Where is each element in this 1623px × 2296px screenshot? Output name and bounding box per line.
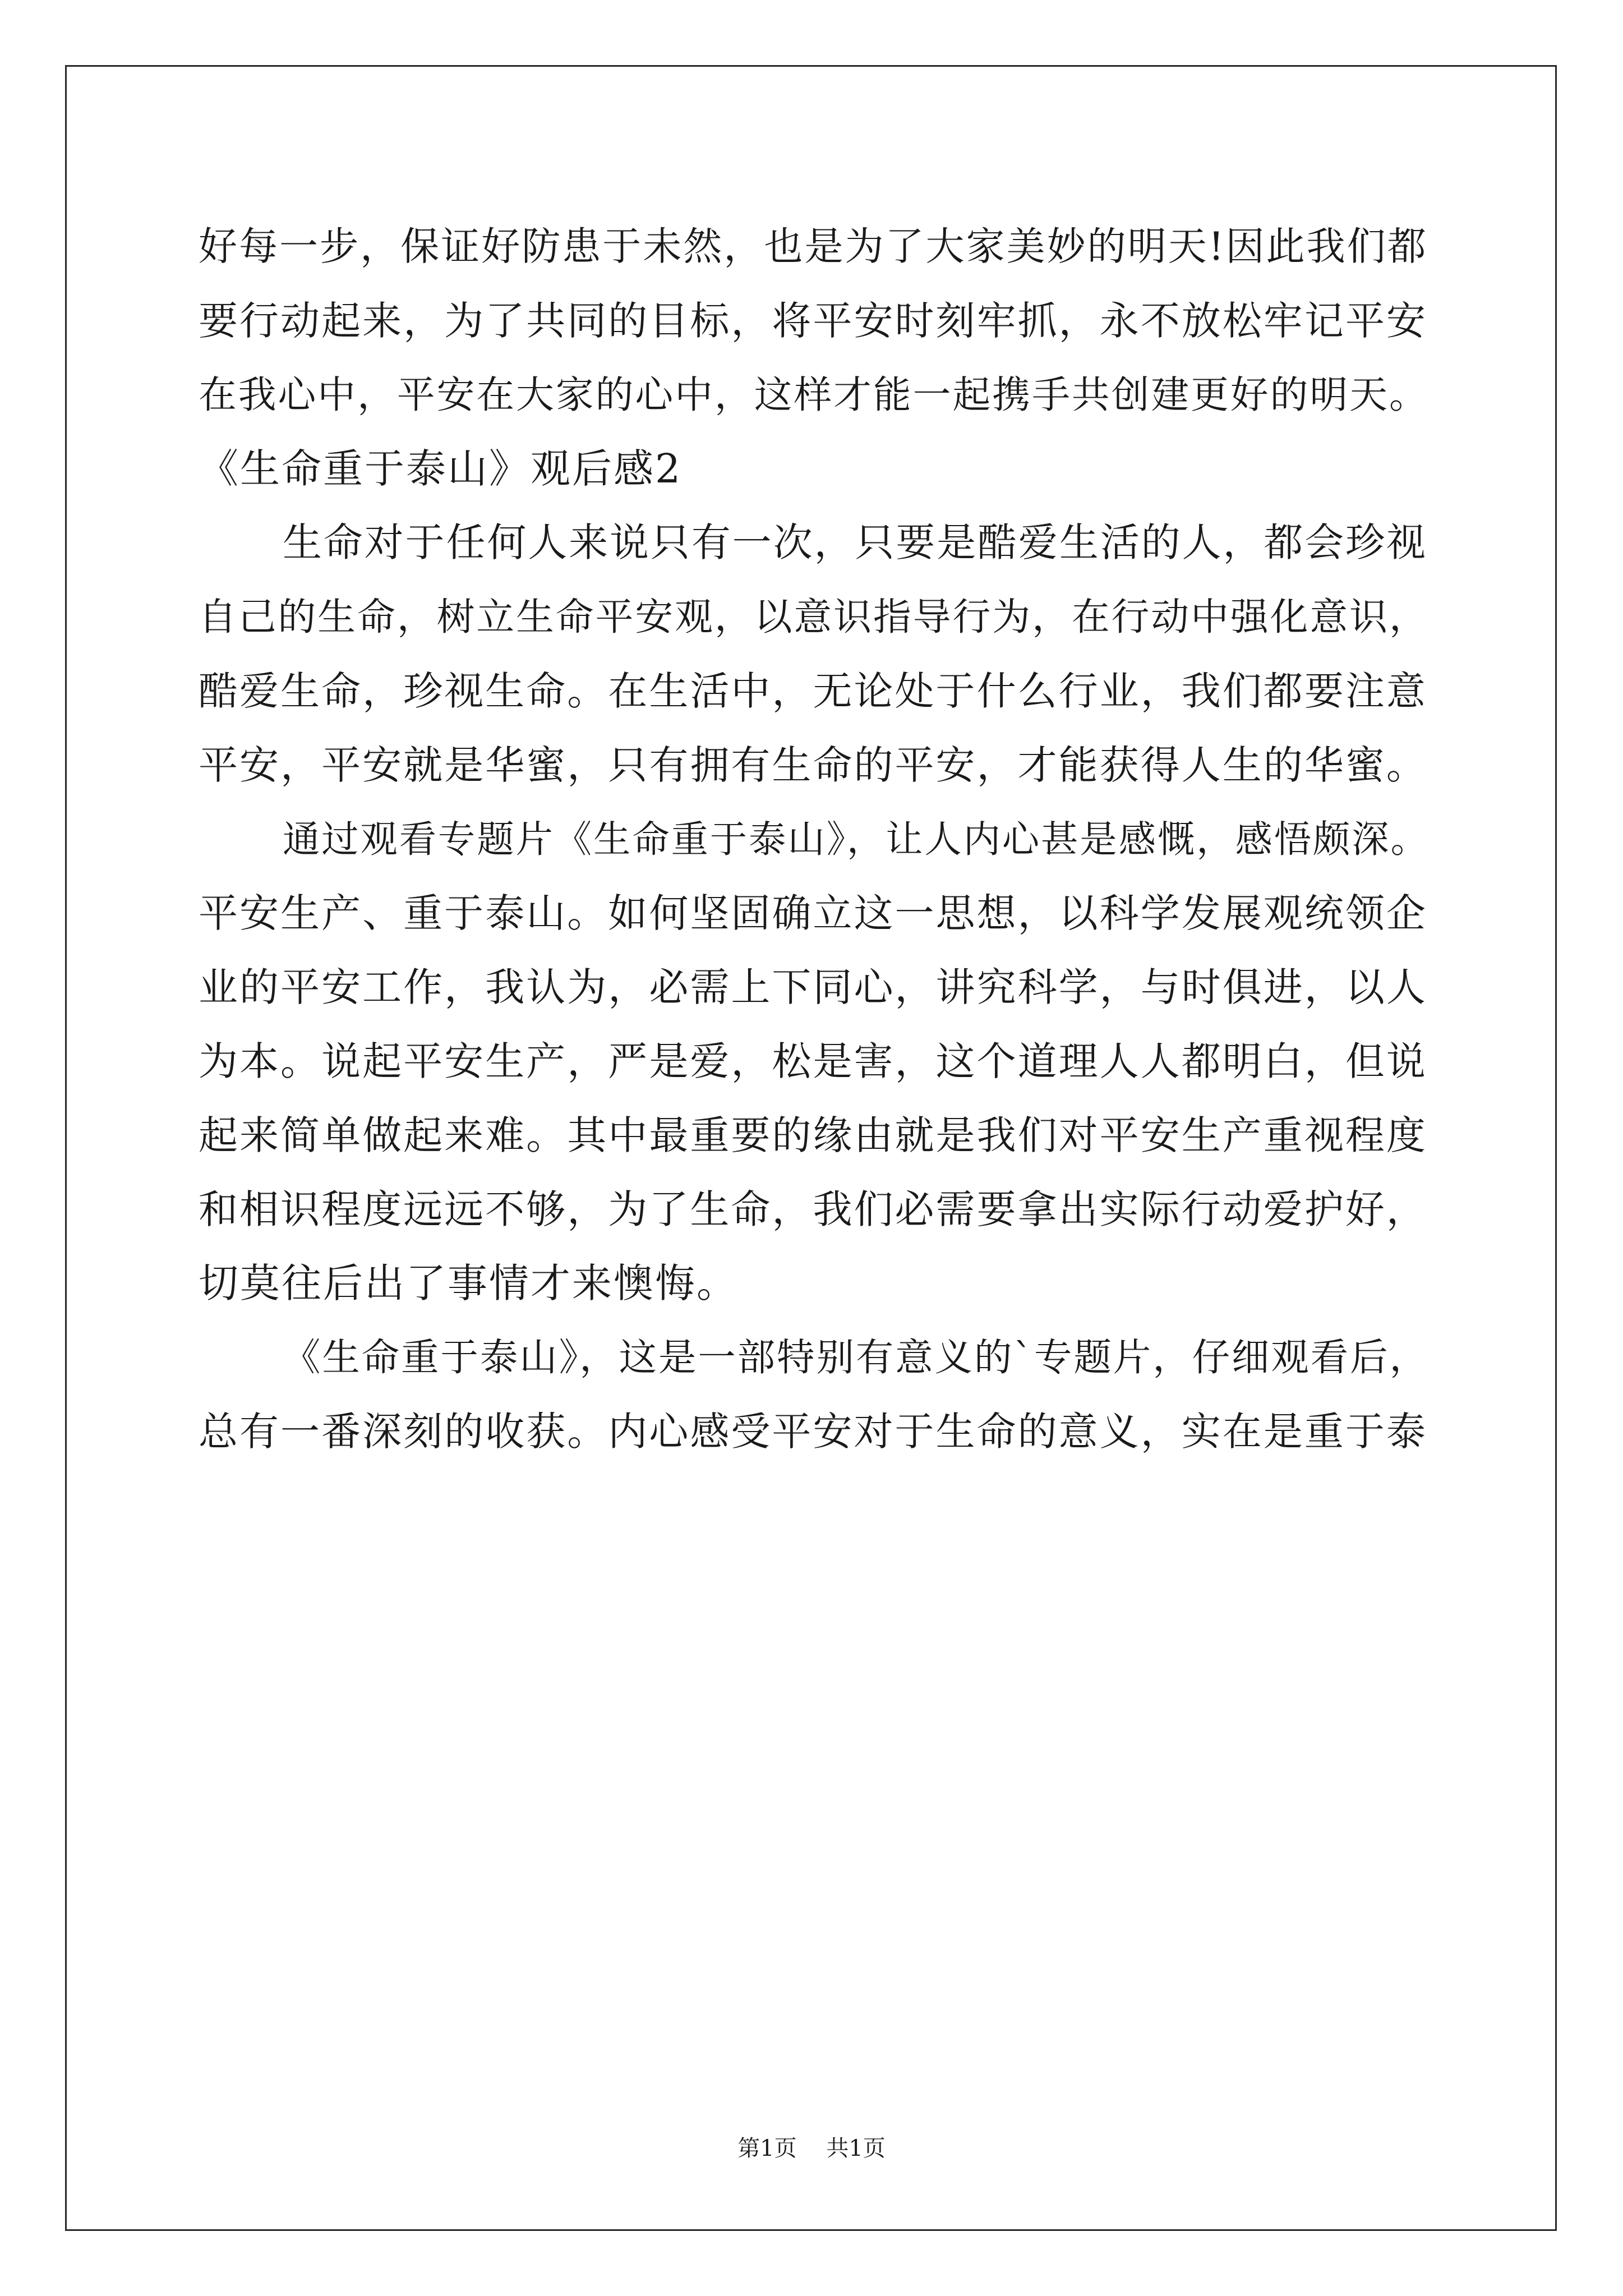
text-line: 在我心中，平安在大家的心中，这样才能一起携手共创建更好的明天。 xyxy=(199,372,1429,417)
paragraph-first-line: 通过观看专题片《生命重于泰山》，让人内心甚是感慨，感悟颇深。 xyxy=(283,817,1430,861)
text-line: 酷爱生命，珍视生命。在生活中，无论处于什么行业，我们都要注意 xyxy=(199,668,1427,714)
page-total: 共1页 xyxy=(826,2136,886,2161)
text-line: 起来简单做起来难。其中最重要的缘由就是我们对平安生产重视程度 xyxy=(199,1112,1427,1158)
text-line: 和相识程度远远不够，为了生命，我们必需要拿出实际行动爱护好， xyxy=(199,1186,1427,1232)
text-line: 总有一番深刻的收获。内心感受平安对于生命的意义，实在是重于泰 xyxy=(199,1409,1427,1455)
text-line: 切莫往后出了事情才来懊悔。 xyxy=(199,1260,739,1306)
paragraph-first-line: 生命对于任何人来说只有一次，只要是酷爱生活的人，都会珍视 xyxy=(283,520,1427,565)
section-heading: 《生命重于泰山》观后感2 xyxy=(199,445,683,492)
page-footer xyxy=(0,2132,1623,2165)
text-line: 为本。说起平安生产，严是爱，松是害，这个道理人人都明白，但说 xyxy=(199,1038,1427,1084)
text-line: 平安生产、重于泰山。如何坚固确立这一思想，以科学发展观统领企 xyxy=(199,890,1427,936)
text-line: 好每一步，保证好防患于未然，也是为了大家美妙的明天!因此我们都 xyxy=(199,224,1428,269)
text-line: 自己的生命，树立生命平安观，以意识指导行为，在行动中强化意识， xyxy=(199,595,1429,639)
text-line: 业的平安工作，我认为，必需上下同心，讲究科学，与时俱进，以人 xyxy=(199,964,1427,1010)
text-line: 平安，平安就是华蜜，只有拥有生命的平安，才能获得人生的华蜜。 xyxy=(199,742,1427,788)
page-number: 第1页 xyxy=(737,2136,797,2161)
paragraph-first-line: 《生命重于泰山》，这是一部特别有意义的`专题片，仔细观看后， xyxy=(283,1335,1429,1379)
text-line: 要行动起来，为了共同的目标，将平安时刻牢抓，永不放松牢记平安 xyxy=(199,298,1427,344)
